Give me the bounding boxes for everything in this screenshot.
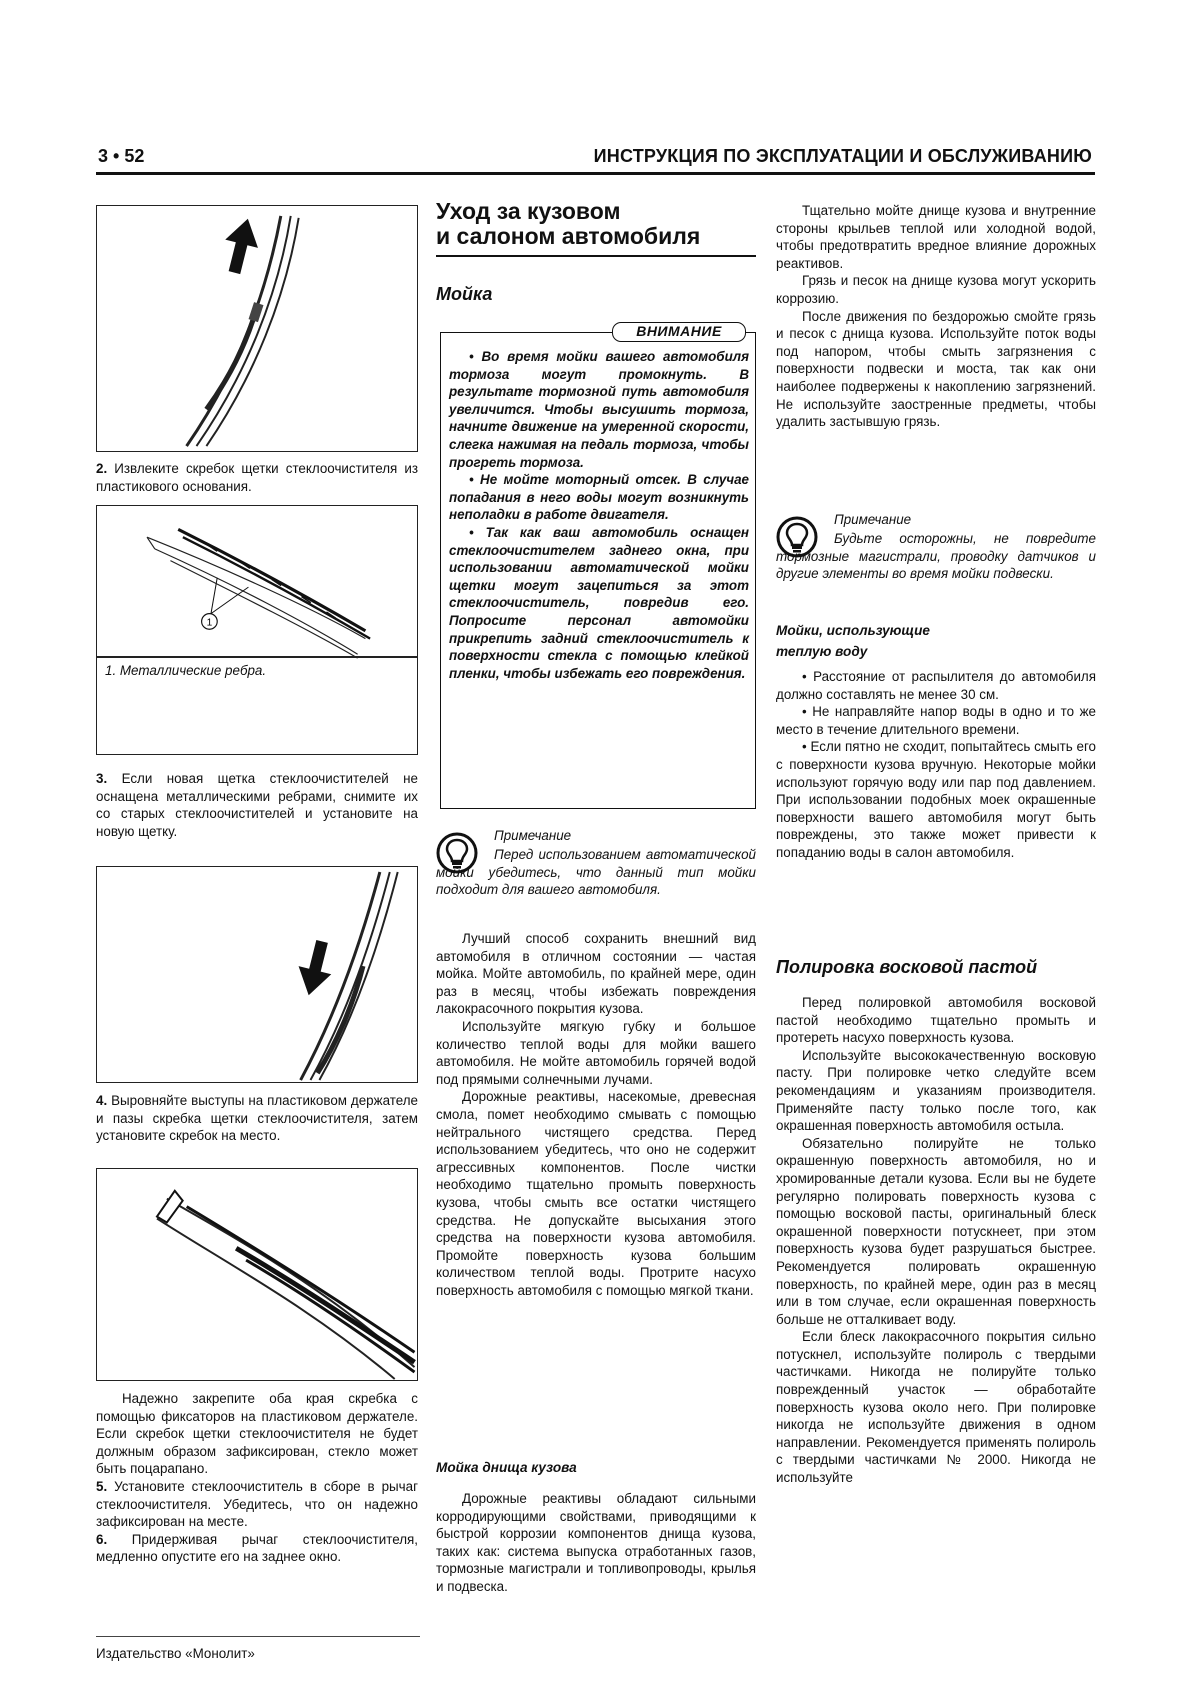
subsection-underbody: Мойка днища кузова bbox=[436, 1460, 577, 1475]
para: Тщательно мойте днище кузова и внутренние стороны крыльев теплой или холодной водой, чтобы предотвратить вредное влияние дорожных реактивов. bbox=[776, 203, 1096, 271]
para-fix: Надежно закрепите оба края скребка с помощью фиксаторов на пластиковом держателе. Если скребок щетки стеклоочистителя не будет должным образом зафиксирован, стекло может быть поцарапано. bbox=[96, 1391, 418, 1477]
wiper-install-illustration bbox=[97, 867, 417, 1082]
left-column-text bbox=[96, 1390, 418, 1566]
bullet-item: • Если пятно не сходит, попытайтесь смыть его с поверхности кузова вручную. Некоторые мойки используют горячую воду или пар под давлением. При использовании подобных моек окрашенные поверхности вашего автомобиля могут быть повреждены, это также может привести к попаданию воды в салон автомобиля. bbox=[776, 739, 1096, 860]
note2-text: Будьте осторожны, не повредите тормозные магистрали, проводку датчиков и другие элементы во время мойки подвески. bbox=[776, 531, 1096, 582]
subsection-warm-water: Мойки, использующие теплую воду bbox=[776, 623, 930, 659]
note1-text: Перед использованием автоматической мойки убедитесь, что данный тип мойки подходит для вашего автомобиля. bbox=[436, 847, 756, 898]
publisher: Издательство «Монолит» bbox=[96, 1646, 255, 1661]
wiper-remove-illustration bbox=[97, 206, 417, 451]
note1-head: Примечание bbox=[494, 828, 572, 843]
para: После движения по бездорожью смойте грязь и песок с днища кузова. Используйте поток воды под напором, чтобы смыть загрязнения с поверхности подвески и моста, так как они наиболее подвержены к накоплению загрязнений. Не используйте заостренные предметы, чтобы удалить застывшую грязь. bbox=[776, 308, 1096, 430]
para: Перед полировкой автомобиля восковой пастой необходимо тщательно промыть и протереть насухо поверхность кузова. bbox=[776, 995, 1096, 1046]
step-number: 2. bbox=[96, 461, 108, 476]
para: Дорожные реактивы обладают сильными корродирующими свойствами, приводящими к быстрой коррозии компонентов днища кузова, таких как: система выпуска отработанных газов, тормозные магистрали и топливопроводы, крылья и подвеска. bbox=[436, 1491, 756, 1594]
step-5: 5. Установите стеклоочиститель в сборе в рычаг стеклоочистителя. Убедитесь, что он надежно зафиксирован на месте. bbox=[96, 1478, 418, 1530]
right-column-wax-text bbox=[776, 994, 1096, 1487]
figure-caption-rule bbox=[97, 656, 417, 658]
step-2: 2. Извлеките скребок щетки стеклоочистителя из пластикового основания. bbox=[96, 461, 418, 494]
para: Если блеск лакокрасочного покрытия сильно потускнел, используйте полироль с твердыми частичками. Никогда не полируйте только поврежденный участок — обработайте поверхность кузова около него. При полировке никогда не используйте движения в одном направлении. Рекомендуется применять полироль с твердыми частичками № 2000. Никогда не используйте bbox=[776, 1329, 1096, 1486]
step-number: 3. bbox=[96, 771, 108, 786]
middle-column-text bbox=[436, 930, 756, 1299]
down-arrow-icon bbox=[292, 937, 338, 999]
figure-wiper-install bbox=[96, 866, 418, 1083]
scraper-fix-illustration bbox=[97, 1169, 417, 1380]
page-number: 3 • 52 bbox=[98, 146, 145, 166]
warning-label: ВНИМАНИЕ bbox=[612, 322, 746, 342]
step-number: 4. bbox=[96, 1093, 108, 1108]
para: Обязательно полируйте не только окрашенную поверхность автомобиля, но и хромированные детали кузова. Если вы не будете регулярно полировать поверхность кузова с помощью восковой пасты, оригинальный блеск окрашенной поверхности потускнеет, при этом поверхность кузова будет разрушаться быстрее. Рекомендуется полировать окрашенную поверхность, по крайней мере, один раз в месяц или в том случае, если окрашенная поверхность больше не отталкивает воду. bbox=[776, 1135, 1096, 1327]
running-title: ИНСТРУКЦИЯ ПО ЭКСПЛУАТАЦИИ И ОБСЛУЖИВАНИЮ bbox=[593, 146, 1092, 166]
footer-rule bbox=[96, 1636, 420, 1637]
subsection-wash: Мойка bbox=[436, 284, 493, 304]
figure-metal-ribs bbox=[96, 505, 418, 755]
header-rule bbox=[96, 172, 1095, 175]
right-column-text bbox=[776, 202, 1096, 431]
section-rule bbox=[436, 255, 756, 257]
para: Лучший способ сохранить внешний вид автомобиля в отличном состоянии — частая мойка. Мойте автомобиль, по крайней мере, один раз в месяц, чтобы избежать повреждения лакокрасочного покрытия кузова. bbox=[436, 931, 756, 1017]
figure-wiper-remove bbox=[96, 205, 418, 452]
para: Грязь и песок на днище кузова могут ускорить коррозию. bbox=[776, 273, 1096, 306]
up-arrow-icon bbox=[218, 215, 264, 277]
warning-text bbox=[449, 348, 749, 682]
step-6: 6. Придерживая рычаг стеклоочистителя, медленно опустите его на заднее окно. bbox=[96, 1531, 418, 1565]
warning-item: • Не мойте моторный отсек. В случае попадания в него воды могут возникнуть неполадки в работе двигателя. bbox=[449, 472, 749, 523]
para: Дорожные реактивы, насекомые, древесная смола, помет необходимо смывать с помощью нейтрального чистящего средства. Перед использованием убедитесь, что оно не содержит агрессивных компонентов. После чистки необходимо тщательно промыть поверхность кузова, чтобы смыть все остатки чистящего средства. Не допускайте высыхания этого средства на поверхности кузова автомобиля. Промойте поверхность кузова большим количеством теплой воды. Протрите насухо поверхность автомобиля с помощью мягкой ткани. bbox=[436, 1089, 756, 1298]
step-3: 3. Если новая щетка стеклоочистителей не оснащена металлическими ребрами, снимите их со старых стеклоочистителей и установите на новую щетку. bbox=[96, 771, 418, 839]
warning-item: • Так как ваш автомобиль оснащен стеклоочистителем заднего окна, при использовании автоматической мойки щетки могут зацепиться за этот стеклоочиститель, повредив его. Попросите персонал автомойки прикрепить задний стеклоочиститель к поверхности стекла с помощью клейкой пленки, чтобы избежать его повреждения. bbox=[449, 524, 749, 681]
bullet-item: • Не направляйте напор воды в одно и то же место в течение длительного времени. bbox=[776, 704, 1096, 737]
para: Используйте высококачественную восковую пасту. При полировке четко следуйте всем рекомендациям и указаниям производителя. Применяйте пасту только после того, как окрашенная поверхность автомобиля остыла. bbox=[776, 1047, 1096, 1134]
step-4: 4. Выровняйте выступы на пластиковом держателе и пазы скребка щетки стеклоочистителя, затем установите скребок на место. bbox=[96, 1093, 418, 1144]
note2-head: Примечание bbox=[834, 512, 912, 527]
section-title: Уход за кузовом и салоном автомобиля bbox=[436, 198, 701, 249]
warning-item: • Во время мойки вашего автомобиля тормоза могут промокнуть. В результате тормозной путь автомобиля увеличится. Чтобы высушить тормоза, начните движение на умеренной скорости, слегка нажимая на педаль тормоза, чтобы прогреть тормоза. bbox=[449, 349, 749, 470]
para: Используйте мягкую губку и большое количество теплой воды для мойки вашего автомобиля. Не мойте автомобиль горячей водой под прямыми солнечными лучами. bbox=[436, 1018, 756, 1087]
bullet-item: • Расстояние от распылителя до автомобиля должно составлять не менее 30 см. bbox=[776, 669, 1096, 702]
figure-caption: 1. Металлические ребра. bbox=[105, 663, 267, 678]
callout-1: 1 bbox=[206, 617, 213, 629]
right-column-bullets bbox=[776, 668, 1096, 862]
middle-column-text-2 bbox=[436, 1490, 756, 1596]
subsection-wax: Полировка восковой пастой bbox=[776, 957, 1038, 977]
figure-scraper-fix bbox=[96, 1168, 418, 1381]
